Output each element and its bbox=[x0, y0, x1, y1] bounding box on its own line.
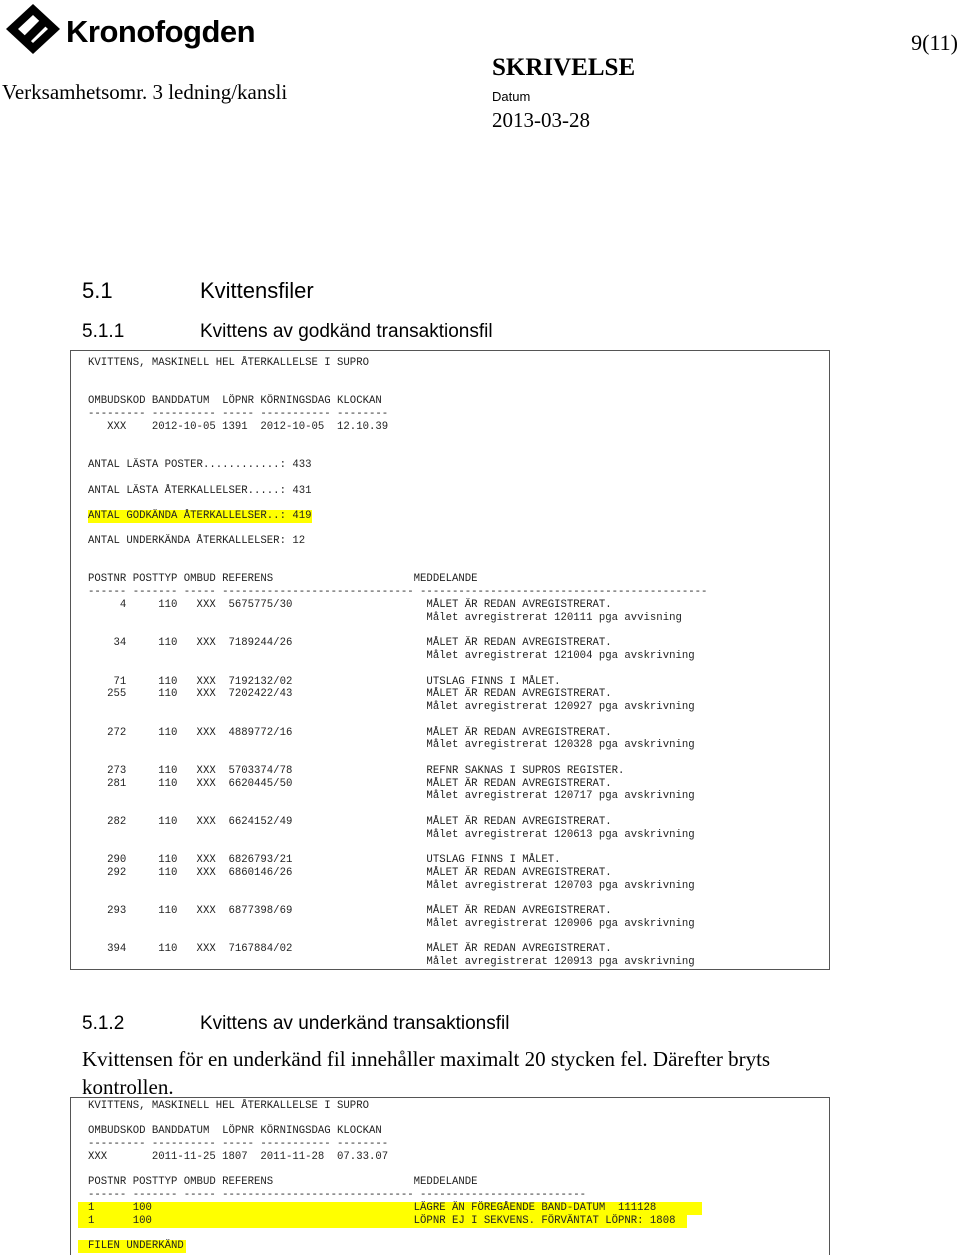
table-row: Målet avregistrerat 120927 pga avskrivning bbox=[88, 701, 695, 713]
table-row: 272 110 XXX 4889772/16 MÅLET ÄR REDAN AVREGISTRERAT. bbox=[88, 726, 612, 739]
count-approved-recalls: ANTAL GODKÄNDA ÅTERKALLELSER..: 419 bbox=[88, 510, 312, 522]
body-paragraph: Kvittensen för en underkänd fil innehåller maximalt 20 stycken fel. Därefter bryts kontrollen. bbox=[82, 1047, 771, 1099]
count-rejected-recalls: ANTAL UNDERKÄNDA ÅTERKALLELSER: 12 bbox=[88, 535, 306, 547]
table-row: Målet avregistrerat 120328 pga avskrivning bbox=[88, 739, 695, 752]
count-read-recalls: ANTAL LÄSTA ÅTERKALLELSER.....: 431 bbox=[88, 485, 312, 497]
date-label: Datum bbox=[492, 89, 531, 104]
box1-header-values: XXX 2012-10-05 1391 2012-10-05 12.10.39 bbox=[88, 421, 389, 433]
box1-title: KVITTENS, MASKINELL HEL ÅTERKALLELSE I SUPRO bbox=[88, 357, 369, 369]
table-row: Målet avregistrerat 121004 pga avskrivning bbox=[88, 650, 695, 662]
table-row: 255 110 XXX 7202422/43 MÅLET ÄR REDAN AVREGISTRERAT. bbox=[88, 688, 612, 701]
section-number: 5.1 bbox=[82, 278, 113, 303]
table-row: Målet avregistrerat 120717 pga avskrivning bbox=[88, 790, 695, 803]
table-row: 394 110 XXX 7167884/02 MÅLET ÄR REDAN AVREGISTRERAT. bbox=[88, 943, 612, 956]
logo-emblem-icon bbox=[2, 2, 64, 56]
subsection-number: 5.1.2 bbox=[82, 1013, 125, 1034]
date-value: 2013-03-28 bbox=[492, 108, 590, 132]
box2-header-columns: OMBUDSKOD BANDDATUM LÖPNR KÖRNINGSDAG KLOCKAN bbox=[88, 1125, 382, 1137]
table-row: Målet avregistrerat 120906 pga avskrivning bbox=[88, 917, 695, 930]
subsection-number: 5.1.1 bbox=[82, 321, 125, 342]
page-number: 9(11) bbox=[911, 30, 958, 55]
box2-header-rule: --------- ---------- ----- ----------- -------- bbox=[88, 1138, 389, 1150]
table-row: 71 110 XXX 7192132/02 UTSLAG FINNS I MÅLET. bbox=[88, 675, 561, 688]
section-title: Kvittensfiler bbox=[200, 278, 314, 303]
box2-table-column-headers: POSTNR POSTTYP OMBUD REFERENS MEDDELANDE bbox=[88, 1176, 478, 1188]
table-row: 292 110 XXX 6860146/26 MÅLET ÄR REDAN AVREGISTRERAT. bbox=[88, 866, 612, 879]
table-row: 281 110 XXX 6620445/50 MÅLET ÄR REDAN AVREGISTRERAT. bbox=[88, 777, 612, 790]
subsection-title: Kvittens av godkänd transaktionsfil bbox=[200, 321, 493, 342]
department: Verksamhetsomr. 3 ledning/kansli bbox=[2, 80, 288, 104]
table-row: Målet avregistrerat 120913 pga avskrivning bbox=[88, 956, 695, 968]
box2-error-row: 1 100 LÄGRE ÄN FÖREGÅENDE BAND-DATUM 111128 bbox=[78, 1202, 702, 1215]
table-row: 282 110 XXX 6624152/49 MÅLET ÄR REDAN AVREGISTRERAT. bbox=[88, 815, 612, 828]
document-type: SKRIVELSE bbox=[492, 54, 636, 81]
box2-title: KVITTENS, MASKINELL HEL ÅTERKALLELSE I SUPRO bbox=[88, 1100, 369, 1112]
count-read-posts: ANTAL LÄSTA POSTER............: 433 bbox=[88, 459, 312, 471]
box1-header-rule: --------- ---------- ----- ----------- -------- bbox=[88, 408, 389, 420]
table-column-headers: POSTNR POSTTYP OMBUD REFERENS MEDDELANDE bbox=[88, 573, 478, 585]
box2-header-values: XXX 2011-11-25 1807 2011-11-28 07.33.07 bbox=[88, 1151, 389, 1163]
table-row: 293 110 XXX 6877398/69 MÅLET ÄR REDAN AVREGISTRERAT. bbox=[88, 905, 612, 917]
file-rejected-label: FILEN UNDERKÄND bbox=[78, 1240, 186, 1253]
table-row: 4 110 XXX 5675775/30 MÅLET ÄR REDAN AVREGISTRERAT. bbox=[88, 599, 612, 611]
table-row: Målet avregistrerat 120703 pga avskrivning bbox=[88, 879, 695, 892]
table-row: 34 110 XXX 7189244/26 MÅLET ÄR REDAN AVREGISTRERAT. bbox=[88, 637, 612, 650]
table-row: Målet avregistrerat 120613 pga avskrivning bbox=[88, 828, 695, 841]
box2-error-row: 1 100 LÖPNR EJ I SEKVENS. FÖRVÄNTAT LÖPNR: 1808 bbox=[78, 1215, 687, 1228]
table-row: Målet avregistrerat 120111 pga avvisning bbox=[88, 611, 682, 624]
table-header-rule: ------ ------- ----- ------------------------------ --------------------------------------------- bbox=[88, 586, 708, 598]
table-row: 273 110 XXX 5703374/78 REFNR SAKNAS I SUPROS REGISTER. bbox=[88, 764, 625, 777]
table-row: 290 110 XXX 6826793/21 UTSLAG FINNS I MÅLET. bbox=[88, 854, 561, 866]
box2-table-header-rule: ------ ------- ----- ------------------------------ -------------------------- bbox=[88, 1189, 587, 1201]
logo-wordmark: Kronofogden bbox=[66, 14, 256, 49]
subsection-title: Kvittens av underkänd transaktionsfil bbox=[200, 1013, 510, 1034]
box1-header-columns: OMBUDSKOD BANDDATUM LÖPNR KÖRNINGSDAG KLOCKAN bbox=[88, 395, 382, 407]
